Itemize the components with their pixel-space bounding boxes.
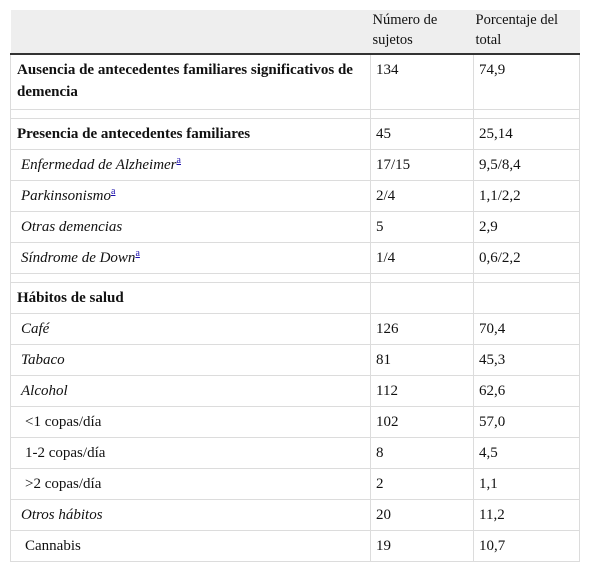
table-row	[11, 376, 580, 407]
row-label: Café	[21, 321, 50, 337]
number-of-subjects-cell: 81	[371, 345, 474, 376]
spacer-cell	[474, 274, 580, 283]
percentage-cell: 70,4	[474, 314, 580, 345]
row-label: Síndrome de Down	[21, 250, 136, 266]
row-label-cell	[11, 407, 371, 438]
table-row	[11, 500, 580, 531]
row-label: Ausencia de antecedentes familiares significativos de demencia	[17, 62, 353, 100]
percentage-cell: 57,0	[474, 407, 580, 438]
table-row	[11, 150, 580, 181]
row-label: Parkinsonismo	[21, 188, 111, 204]
row-label-cell	[11, 283, 371, 314]
row-label-cell	[11, 119, 371, 150]
percentage-cell: 1,1/2,2	[474, 181, 580, 212]
percentage-cell: 1,1	[474, 469, 580, 500]
table-row	[11, 243, 580, 274]
table-row	[11, 407, 580, 438]
percentage-cell: 4,5	[474, 438, 580, 469]
table-row	[11, 531, 580, 562]
footnote-link[interactable]: a	[176, 155, 181, 166]
number-of-subjects-cell: 1/4	[371, 243, 474, 274]
row-label-cell	[11, 54, 371, 110]
row-label: Otras demencias	[21, 219, 123, 235]
percentage-cell: 10,7	[474, 531, 580, 562]
number-of-subjects-cell: 20	[371, 500, 474, 531]
row-label: Presencia de antecedentes familiares	[17, 126, 251, 142]
number-of-subjects-cell: 2/4	[371, 181, 474, 212]
number-of-subjects-cell: 126	[371, 314, 474, 345]
table-row	[11, 212, 580, 243]
percentage-cell: 74,9	[474, 54, 580, 110]
table-row	[11, 181, 580, 212]
percentage-cell: 0,6/2,2	[474, 243, 580, 274]
table-row	[11, 283, 580, 314]
spacer-cell	[11, 274, 371, 283]
number-of-subjects-cell: 5	[371, 212, 474, 243]
percentage-cell: 2,9	[474, 212, 580, 243]
row-label-cell	[11, 438, 371, 469]
table-container	[10, 10, 579, 562]
number-of-subjects-cell: 8	[371, 438, 474, 469]
table-header	[11, 10, 580, 54]
row-label: Enfermedad de Alzheimer	[21, 157, 177, 173]
row-label: Alcohol	[21, 383, 68, 399]
row-label: Tabaco	[21, 352, 65, 368]
row-label-cell	[11, 345, 371, 376]
row-label: <1 copas/día	[25, 414, 102, 430]
row-label: 1-2 copas/día	[25, 445, 106, 461]
row-label-cell	[11, 243, 371, 274]
number-of-subjects-cell: 102	[371, 407, 474, 438]
row-label-cell	[11, 531, 371, 562]
table-row	[11, 469, 580, 500]
percentage-cell: 11,2	[474, 500, 580, 531]
data-table	[10, 10, 580, 562]
number-of-subjects-cell: 17/15	[371, 150, 474, 181]
number-of-subjects-cell: 19	[371, 531, 474, 562]
spacer-row	[11, 274, 580, 283]
row-label-cell	[11, 150, 371, 181]
row-label: Otros hábitos	[21, 507, 103, 523]
spacer-cell	[371, 110, 474, 119]
number-of-subjects-cell: 45	[371, 119, 474, 150]
percentage-cell	[474, 283, 580, 314]
percentage-cell: 62,6	[474, 376, 580, 407]
table-row	[11, 345, 580, 376]
number-of-subjects-cell: 134	[371, 54, 474, 110]
row-label-cell	[11, 314, 371, 345]
row-label: >2 copas/día	[25, 476, 102, 492]
row-label: Cannabis	[25, 538, 81, 554]
table-body	[11, 54, 580, 562]
percentage-cell: 45,3	[474, 345, 580, 376]
spacer-cell	[474, 110, 580, 119]
row-label-cell	[11, 181, 371, 212]
number-of-subjects-cell: 112	[371, 376, 474, 407]
table-row	[11, 119, 580, 150]
header-empty-cell	[11, 10, 371, 54]
row-label-cell	[11, 212, 371, 243]
table-row	[11, 54, 580, 110]
footnote-link[interactable]: a	[135, 248, 140, 259]
table-row	[11, 438, 580, 469]
spacer-cell	[371, 274, 474, 283]
row-label: Hábitos de salud	[17, 290, 124, 306]
percentage-cell: 9,5/8,4	[474, 150, 580, 181]
header-number-of-subjects: Número de sujetos	[371, 10, 474, 54]
row-label-cell	[11, 500, 371, 531]
spacer-cell	[11, 110, 371, 119]
percentage-cell: 25,14	[474, 119, 580, 150]
spacer-row	[11, 110, 580, 119]
number-of-subjects-cell: 2	[371, 469, 474, 500]
row-label-cell	[11, 376, 371, 407]
table-row	[11, 314, 580, 345]
number-of-subjects-cell	[371, 283, 474, 314]
header-percentage-of-total: Porcentaje del total	[474, 10, 580, 54]
footnote-link[interactable]: a	[111, 186, 116, 197]
row-label-cell	[11, 469, 371, 500]
